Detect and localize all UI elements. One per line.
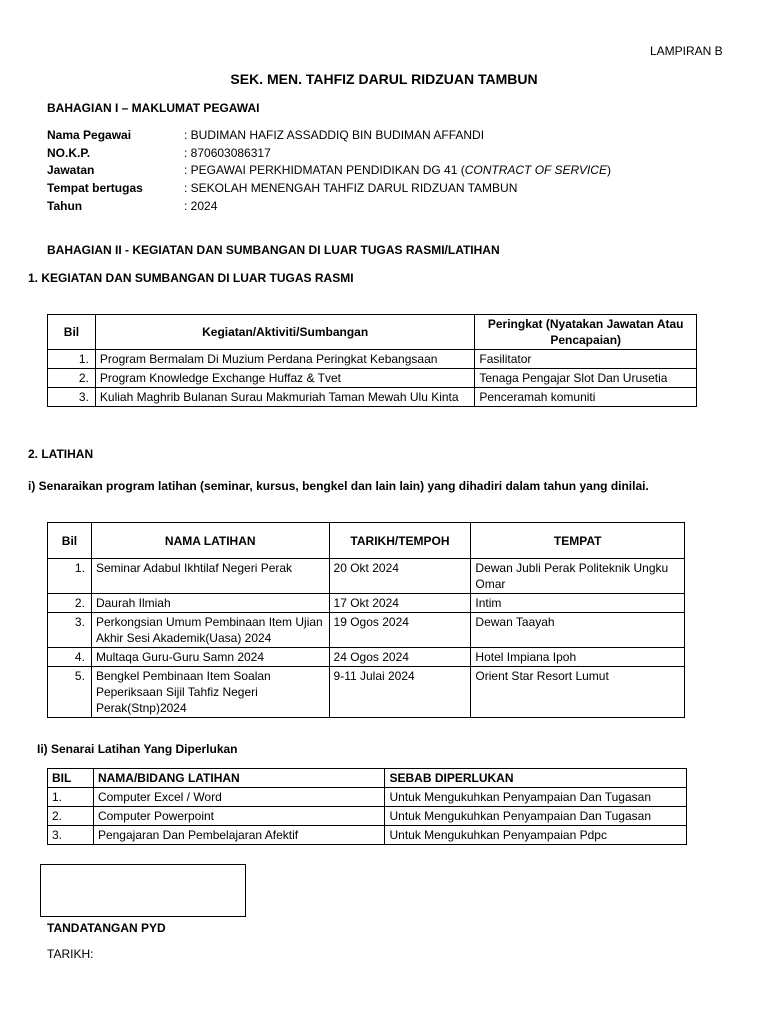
school-title: SEK. MEN. TAHFIZ DARUL RIDZUAN TAMBUN — [230, 71, 538, 87]
table-cell: 2. — [48, 807, 94, 826]
table-cell: 3. — [48, 826, 94, 845]
table-row — [48, 369, 697, 388]
info-label: Nama Pegawai — [47, 128, 132, 142]
column-header: Bil — [48, 523, 92, 559]
column-header: NAMA LATIHAN — [91, 523, 329, 559]
table-cell: Fasilitator — [475, 350, 697, 369]
table-cell: 5. — [48, 667, 92, 718]
table-cell: Orient Star Resort Lumut — [471, 667, 685, 718]
training-table — [47, 522, 685, 718]
info-row-position — [47, 161, 611, 179]
table-row — [48, 559, 685, 594]
info-label: Tahun — [47, 199, 83, 213]
table-cell: Computer Powerpoint — [93, 807, 385, 826]
table-cell: Daurah Ilmiah — [91, 594, 329, 613]
annex-label: LAMPIRAN B — [650, 44, 723, 58]
table-cell: Seminar Adabul Ikhtilaf Negeri Perak — [91, 559, 329, 594]
table-cell: Penceramah komuniti — [475, 388, 697, 407]
table-cell: 20 Okt 2024 — [329, 559, 471, 594]
table-header-row — [48, 315, 697, 350]
table-cell: Untuk Mengukuhkan Penyampaian Dan Tugasan — [385, 788, 687, 807]
column-header: Bil — [48, 315, 96, 350]
table-cell: Perkongsian Umum Pembinaan Item Ujian Akhir Sesi Akademik(Uasa) 2024 — [91, 613, 329, 648]
table-cell: 2. — [48, 594, 92, 613]
table-row — [48, 826, 687, 845]
table-cell: Intim — [471, 594, 685, 613]
table-row — [48, 594, 685, 613]
table-cell: 17 Okt 2024 — [329, 594, 471, 613]
table-row — [48, 807, 687, 826]
table-cell: Tenaga Pengajar Slot Dan Urusetia — [475, 369, 697, 388]
info-value: : PEGAWAI PERKHIDMATAN PENDIDIKAN DG 41 ( — [184, 163, 465, 177]
activities-table — [47, 314, 697, 407]
info-value: : 2024 — [184, 199, 218, 213]
table-cell: Untuk Mengukuhkan Penyampaian Dan Tugasan — [385, 807, 687, 826]
table-cell: 19 Ogos 2024 — [329, 613, 471, 648]
signature-box — [40, 864, 246, 917]
training-list-instruction: i) Senaraikan program latihan (seminar, kursus, bengkel dan lain lain) yang dihadiri dalam tahun yang dinilai. — [28, 479, 649, 493]
part2-heading: BAHAGIAN II - KEGIATAN DAN SUMBANGAN DI LUAR TUGAS RASMI/LATIHAN — [47, 243, 500, 257]
table-cell: 3. — [48, 388, 96, 407]
table-cell: 1. — [48, 559, 92, 594]
table-cell: 4. — [48, 648, 92, 667]
column-header: BIL — [48, 769, 94, 788]
table-cell: Bengkel Pembinaan Item Soalan Peperiksaan Sijil Tahfiz Negeri Perak(Stnp)2024 — [91, 667, 329, 718]
part1-heading: BAHAGIAN I – MAKLUMAT PEGAWAI — [47, 101, 260, 115]
table-cell: Untuk Mengukuhkan Penyampaian Pdpc — [385, 826, 687, 845]
info-row-name — [47, 126, 484, 144]
required-training-heading: Ii) Senarai Latihan Yang Diperlukan — [37, 742, 238, 756]
table-row — [48, 788, 687, 807]
table-row — [48, 350, 697, 369]
table-cell: Pengajaran Dan Pembelajaran Afektif — [93, 826, 385, 845]
table-cell: 9-11 Julai 2024 — [329, 667, 471, 718]
table-cell: Multaqa Guru-Guru Samn 2024 — [91, 648, 329, 667]
table-header-row — [48, 523, 685, 559]
column-header: NAMA/BIDANG LATIHAN — [93, 769, 385, 788]
column-header: Kegiatan/Aktiviti/Sumbangan — [95, 315, 474, 350]
info-value: : 870603086317 — [184, 146, 271, 160]
table-cell: 3. — [48, 613, 92, 648]
signature-label: TANDATANGAN PYD — [47, 921, 166, 935]
table-row — [48, 613, 685, 648]
table-cell: 2. — [48, 369, 96, 388]
info-row-year — [47, 197, 217, 215]
table-cell: 1. — [48, 350, 96, 369]
required-training-table — [47, 768, 687, 845]
column-header: SEBAB DIPERLUKAN — [385, 769, 687, 788]
date-label: TARIKH: — [47, 947, 94, 961]
info-label: Jawatan — [47, 163, 95, 177]
table-cell: 1. — [48, 788, 94, 807]
section2-heading: 2. LATIHAN — [28, 447, 94, 461]
table-cell: Program Bermalam Di Muzium Perdana Peringkat Kebangsaan — [95, 350, 474, 369]
column-header: TARIKH/TEMPOH — [329, 523, 471, 559]
column-header: Peringkat (Nyatakan Jawatan Atau Pencapaian) — [475, 315, 697, 350]
info-value: : BUDIMAN HAFIZ ASSADDIQ BIN BUDIMAN AFFANDI — [184, 128, 485, 142]
info-label: Tempat bertugas — [47, 181, 143, 195]
table-header-row — [48, 769, 687, 788]
info-row-workplace — [47, 179, 517, 197]
table-row — [48, 388, 697, 407]
column-header: TEMPAT — [471, 523, 685, 559]
info-label: NO.K.P. — [47, 146, 91, 160]
section1-heading: 1. KEGIATAN DAN SUMBANGAN DI LUAR TUGAS RASMI — [28, 271, 354, 285]
table-row — [48, 648, 685, 667]
info-value-end: ) — [606, 163, 611, 177]
table-cell: Dewan Jubli Perak Politeknik Ungku Omar — [471, 559, 685, 594]
info-row-ic — [47, 144, 271, 162]
info-value-italic: CONTRACT OF SERVICE — [464, 163, 607, 177]
table-row — [48, 667, 685, 718]
table-cell: Hotel Impiana Ipoh — [471, 648, 685, 667]
table-cell: Dewan Taayah — [471, 613, 685, 648]
table-cell: Kuliah Maghrib Bulanan Surau Makmuriah Taman Mewah Ulu Kinta — [95, 388, 474, 407]
table-cell: 24 Ogos 2024 — [329, 648, 471, 667]
info-value: : SEKOLAH MENENGAH TAHFIZ DARUL RIDZUAN TAMBUN — [184, 181, 518, 195]
table-cell: Program Knowledge Exchange Huffaz & Tvet — [95, 369, 474, 388]
table-cell: Computer Excel / Word — [93, 788, 385, 807]
